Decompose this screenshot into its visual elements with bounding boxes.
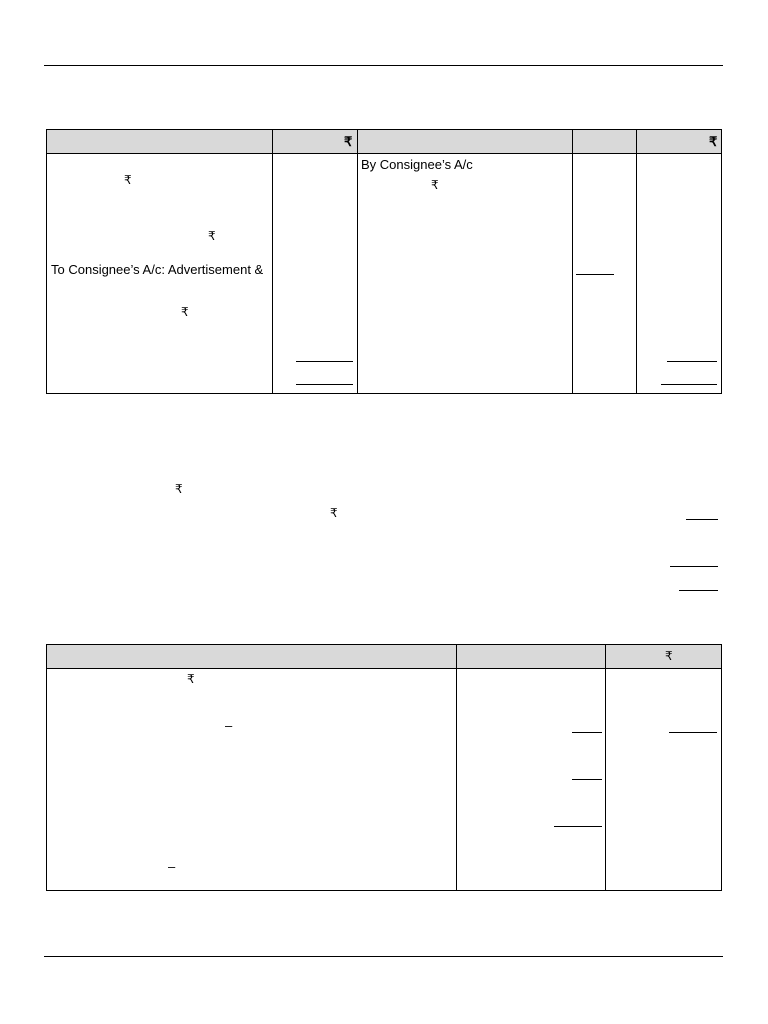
rupee-symbol: ₹ xyxy=(175,482,183,496)
subtotal-rule xyxy=(576,274,614,275)
total-rule xyxy=(296,384,353,385)
column-divider xyxy=(572,130,573,393)
column-divider xyxy=(272,130,273,393)
column-divider xyxy=(456,645,457,890)
dash-mark: – xyxy=(225,718,233,733)
column-divider xyxy=(605,645,606,890)
rupee-symbol: ₹ xyxy=(208,229,216,243)
table-header-row xyxy=(47,645,721,669)
header-amount-right: ₹ xyxy=(709,134,718,149)
rupee-symbol: ₹ xyxy=(431,178,439,192)
rupee-symbol: ₹ xyxy=(181,305,189,319)
column-divider xyxy=(357,130,358,393)
total-rule xyxy=(661,384,717,385)
rupee-symbol: ₹ xyxy=(330,506,338,520)
total-rule xyxy=(669,732,717,733)
header-amount: ₹ xyxy=(665,649,673,663)
consignment-ledger-table xyxy=(46,129,722,394)
total-rule xyxy=(296,361,353,362)
total-rule xyxy=(679,590,718,591)
subtotal-rule xyxy=(572,779,602,780)
calculation-table xyxy=(46,644,722,891)
rupee-symbol: ₹ xyxy=(187,672,195,686)
credit-consignee-entry: By Consignee’s A/c xyxy=(361,157,473,172)
table-header-row xyxy=(47,130,721,154)
total-rule xyxy=(667,361,717,362)
column-divider xyxy=(636,130,637,393)
rupee-symbol: ₹ xyxy=(124,173,132,187)
total-rule xyxy=(670,566,718,567)
subtotal-rule xyxy=(686,519,718,520)
debit-consignee-entry: To Consignee’s A/c: Advertisement & xyxy=(51,262,264,277)
header-amount-left: ₹ xyxy=(344,134,353,149)
subtotal-rule xyxy=(572,732,602,733)
dash-mark: – xyxy=(168,859,176,874)
total-rule xyxy=(554,826,602,827)
bottom-rule xyxy=(44,956,723,957)
top-rule xyxy=(44,65,723,66)
